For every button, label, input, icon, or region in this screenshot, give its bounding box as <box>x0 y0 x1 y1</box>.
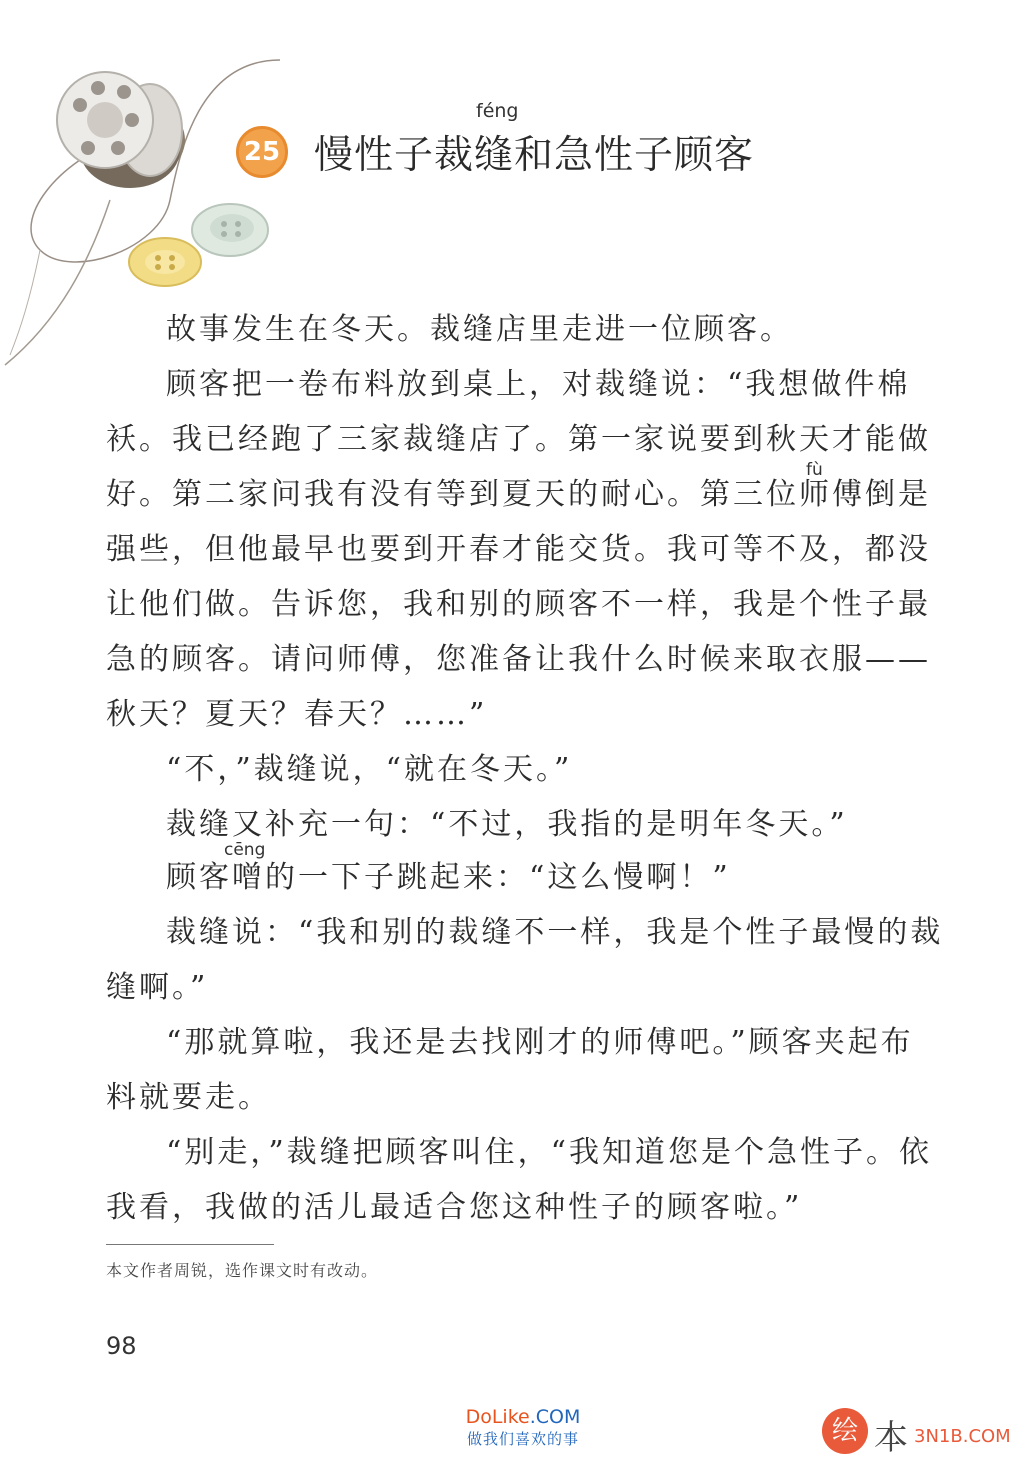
dolike-watermark <box>448 1406 598 1449</box>
huiben-logo-icon: 绘 <box>822 1408 868 1454</box>
dolike-url-main: DoLike <box>465 1406 530 1428</box>
lesson-number-badge: 25 <box>236 126 288 178</box>
story-line: 缝啊。” <box>106 970 209 1005</box>
dolike-url <box>448 1406 598 1428</box>
story-line: 急的顾客。请问师傅，您准备让我什么时候来取衣服—— <box>106 642 931 677</box>
story-line: 秋天？夏天？春天？……” <box>106 697 488 732</box>
story-line: 裁缝说：“我和别的裁缝不一样，我是个性子最慢的裁 <box>166 915 944 950</box>
pinyin-annotation-fu: fù <box>806 460 823 480</box>
story-line: 顾客把一卷布料放到桌上，对裁缝说：“我想做件棉 <box>166 367 911 402</box>
footnote-divider <box>106 1244 274 1245</box>
dolike-slogan: 做我们喜欢的事 <box>466 1430 579 1448</box>
story-line: 好。第二家问我有没有等到夏天的耐心。第三位师傅倒是 <box>106 477 931 512</box>
story-line: 故事发生在冬天。裁缝店里走进一位顾客。 <box>166 312 793 347</box>
title-pinyin-annotation: féng <box>476 100 519 122</box>
footnote: 本文作者周锐，选作课文时有改动。 <box>106 1261 379 1280</box>
story-line: 强些，但他最早也要到开春才能交货。我可等不及，都没 <box>106 532 931 567</box>
pinyin-annotation-ceng: cēng <box>224 840 266 860</box>
story-line: “不，”裁缝说，“就在冬天。” <box>166 752 573 787</box>
huiben-watermark <box>818 1408 1018 1458</box>
story-line: 顾客噌的一下子跳起来：“这么慢啊！” <box>166 860 731 895</box>
story-line: “那就算啦，我还是去找刚才的师傅吧。”顾客夹起布 <box>166 1025 914 1060</box>
story-line: 料就要走。 <box>106 1080 271 1115</box>
story-line: 我看，我做的活儿最适合您这种性子的顾客啦。” <box>106 1190 803 1225</box>
lesson-title: 慢性子裁缝和急性子顾客 <box>314 133 755 178</box>
story-line: “别走，”裁缝把顾客叫住，“我知道您是个急性子。依 <box>166 1135 933 1170</box>
story-line: 裁缝又补充一句：“不过，我指的是明年冬天。” <box>166 807 848 842</box>
story-line: 让他们做。告诉您，我和别的顾客不一样，我是个性子最 <box>106 587 931 622</box>
huiben-logo-char: 本 <box>874 1418 908 1458</box>
huiben-url: 3N1B.COM <box>914 1426 1011 1447</box>
story-line: 袄。我已经跑了三家裁缝店了。第一家说要到秋天才能做 <box>106 422 931 457</box>
page-number: 98 <box>106 1332 137 1360</box>
dolike-url-suffix: .COM <box>529 1406 581 1428</box>
